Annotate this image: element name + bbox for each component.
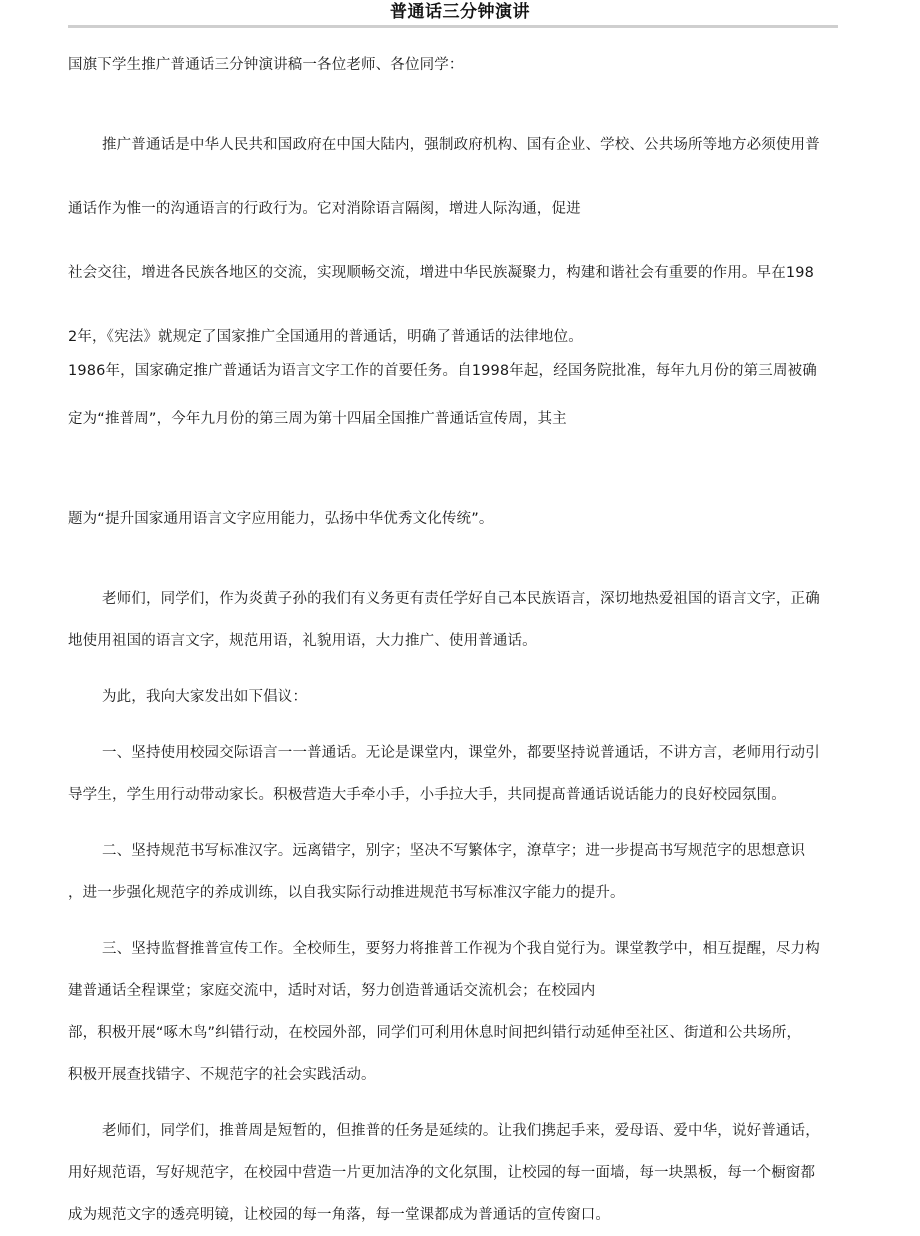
- paragraph-line-salutation: 国旗下学生推广普通话三分钟演讲稿一各位老师、各位同学：: [68, 57, 464, 73]
- paragraph-line-proposal-lead: 为此，我向大家发出如下倡议：: [102, 689, 308, 705]
- paragraph-line-address-1: 老师们，同学们，作为炎黄子孙的我们有义务更有责任学好自己本民族语言，深切地热爱祖国的语言文字，正确: [102, 591, 820, 607]
- page-title: 普通话三分钟演讲: [390, 2, 530, 22]
- paragraph-line-intro-4: 2年，《宪法》就规定了国家推广全国通用的普通话，明确了普通话的法律地位。: [68, 329, 583, 345]
- header-divider: [68, 25, 838, 28]
- document-header: [0, 0, 920, 30]
- closing-line-3: 成为规范文字的透亮明镜，让校园的每一角落，每一堂课都成为普通话的宣传窗口。: [68, 1207, 611, 1223]
- proposal-item-2-line-2: ，进一步强化规范字的养成训练，以自我实际行动推进规范书写标准汉字能力的提升。: [68, 885, 625, 901]
- paragraph-line-theme: 题为“提升国家通用语言文字应用能力，弘扬中华优秀文化传统”。: [68, 511, 494, 527]
- proposal-item-3-line-4: 积极开展查找错字、不规范字的社会实践活动。: [68, 1067, 376, 1083]
- proposal-item-3-line-3: 部，积极开展“啄木鸟”纠错行动，在校园外部，同学们可利用休息时间把纠错行动延伸至社区、街道和公共场所，: [68, 1025, 802, 1041]
- proposal-item-1-line-1: 一、坚持使用校园交际语言一一普通话。无论是课堂内，课堂外，都要坚持说普通话，不讲方言，老师用行动引: [102, 745, 820, 761]
- proposal-item-1-line-2: 导学生，学生用行动带动家长。积极营造大手牵小手，小手拉大手，共同提髙普通话说话能力的良好校园氛围。: [68, 787, 786, 803]
- proposal-item-3-line-1: 三、坚持监督推普宣传工作。全校师生，要努力将推普工作视为个我自觉行为。课堂教学中，相互提醒，尽力构: [102, 941, 820, 957]
- paragraph-line-intro-3: 社会交往，增进各民族各地区的交流，实现顺畅交流，增进中华民族凝聚力，构建和谐社会有重要的作用。早在198: [68, 265, 814, 281]
- paragraph-line-history-2: 定为“推普周”，今年九月份的第三周为第十四届全国推广普通话宣传周，其主: [68, 411, 567, 427]
- paragraph-line-history-1: 1986年，国家确定推广普通话为语言文字工作的首要任务。自1998年起，经国务院批准，每年九月份的第三周被确: [68, 363, 817, 379]
- closing-line-2: 用好规范语，写好规范字，在校园中营造一片更加洁净的文化氛围，让校园的每一面墙，每一块黑板，每一个橱窗都: [68, 1165, 816, 1181]
- paragraph-line-address-2: 地使用祖国的语言文字，规范用语，礼貌用语，大力推广、使用普通话。: [68, 633, 537, 649]
- document-body: [0, 30, 920, 1236]
- paragraph-line-intro-1: 推广普通话是中华人民共和国政府在中国大陆内，强制政府机构、国有企业、学校、公共场所等地方必须使用普: [102, 137, 820, 153]
- paragraph-line-intro-2: 通话作为惟一的沟通语言的行政行为。它对消除语言隔阂，增进人际沟通，促进: [68, 201, 581, 217]
- closing-line-1: 老师们，同学们，推普周是短暂的，但推普的任务是延续的。让我们携起手来，爱母语、爱中华，说好普通话，: [102, 1123, 820, 1139]
- proposal-item-2-line-1: 二、坚持规范书写标准汉字。远离错字，别字；坚决不写繁体字，潦草字；进一步提高书写规范字的思想意识: [102, 843, 806, 859]
- proposal-item-3-line-2: 建普通话全程课堂；家庭交流中，适时对话，努力创造普通话交流机会；在校园内: [68, 983, 596, 999]
